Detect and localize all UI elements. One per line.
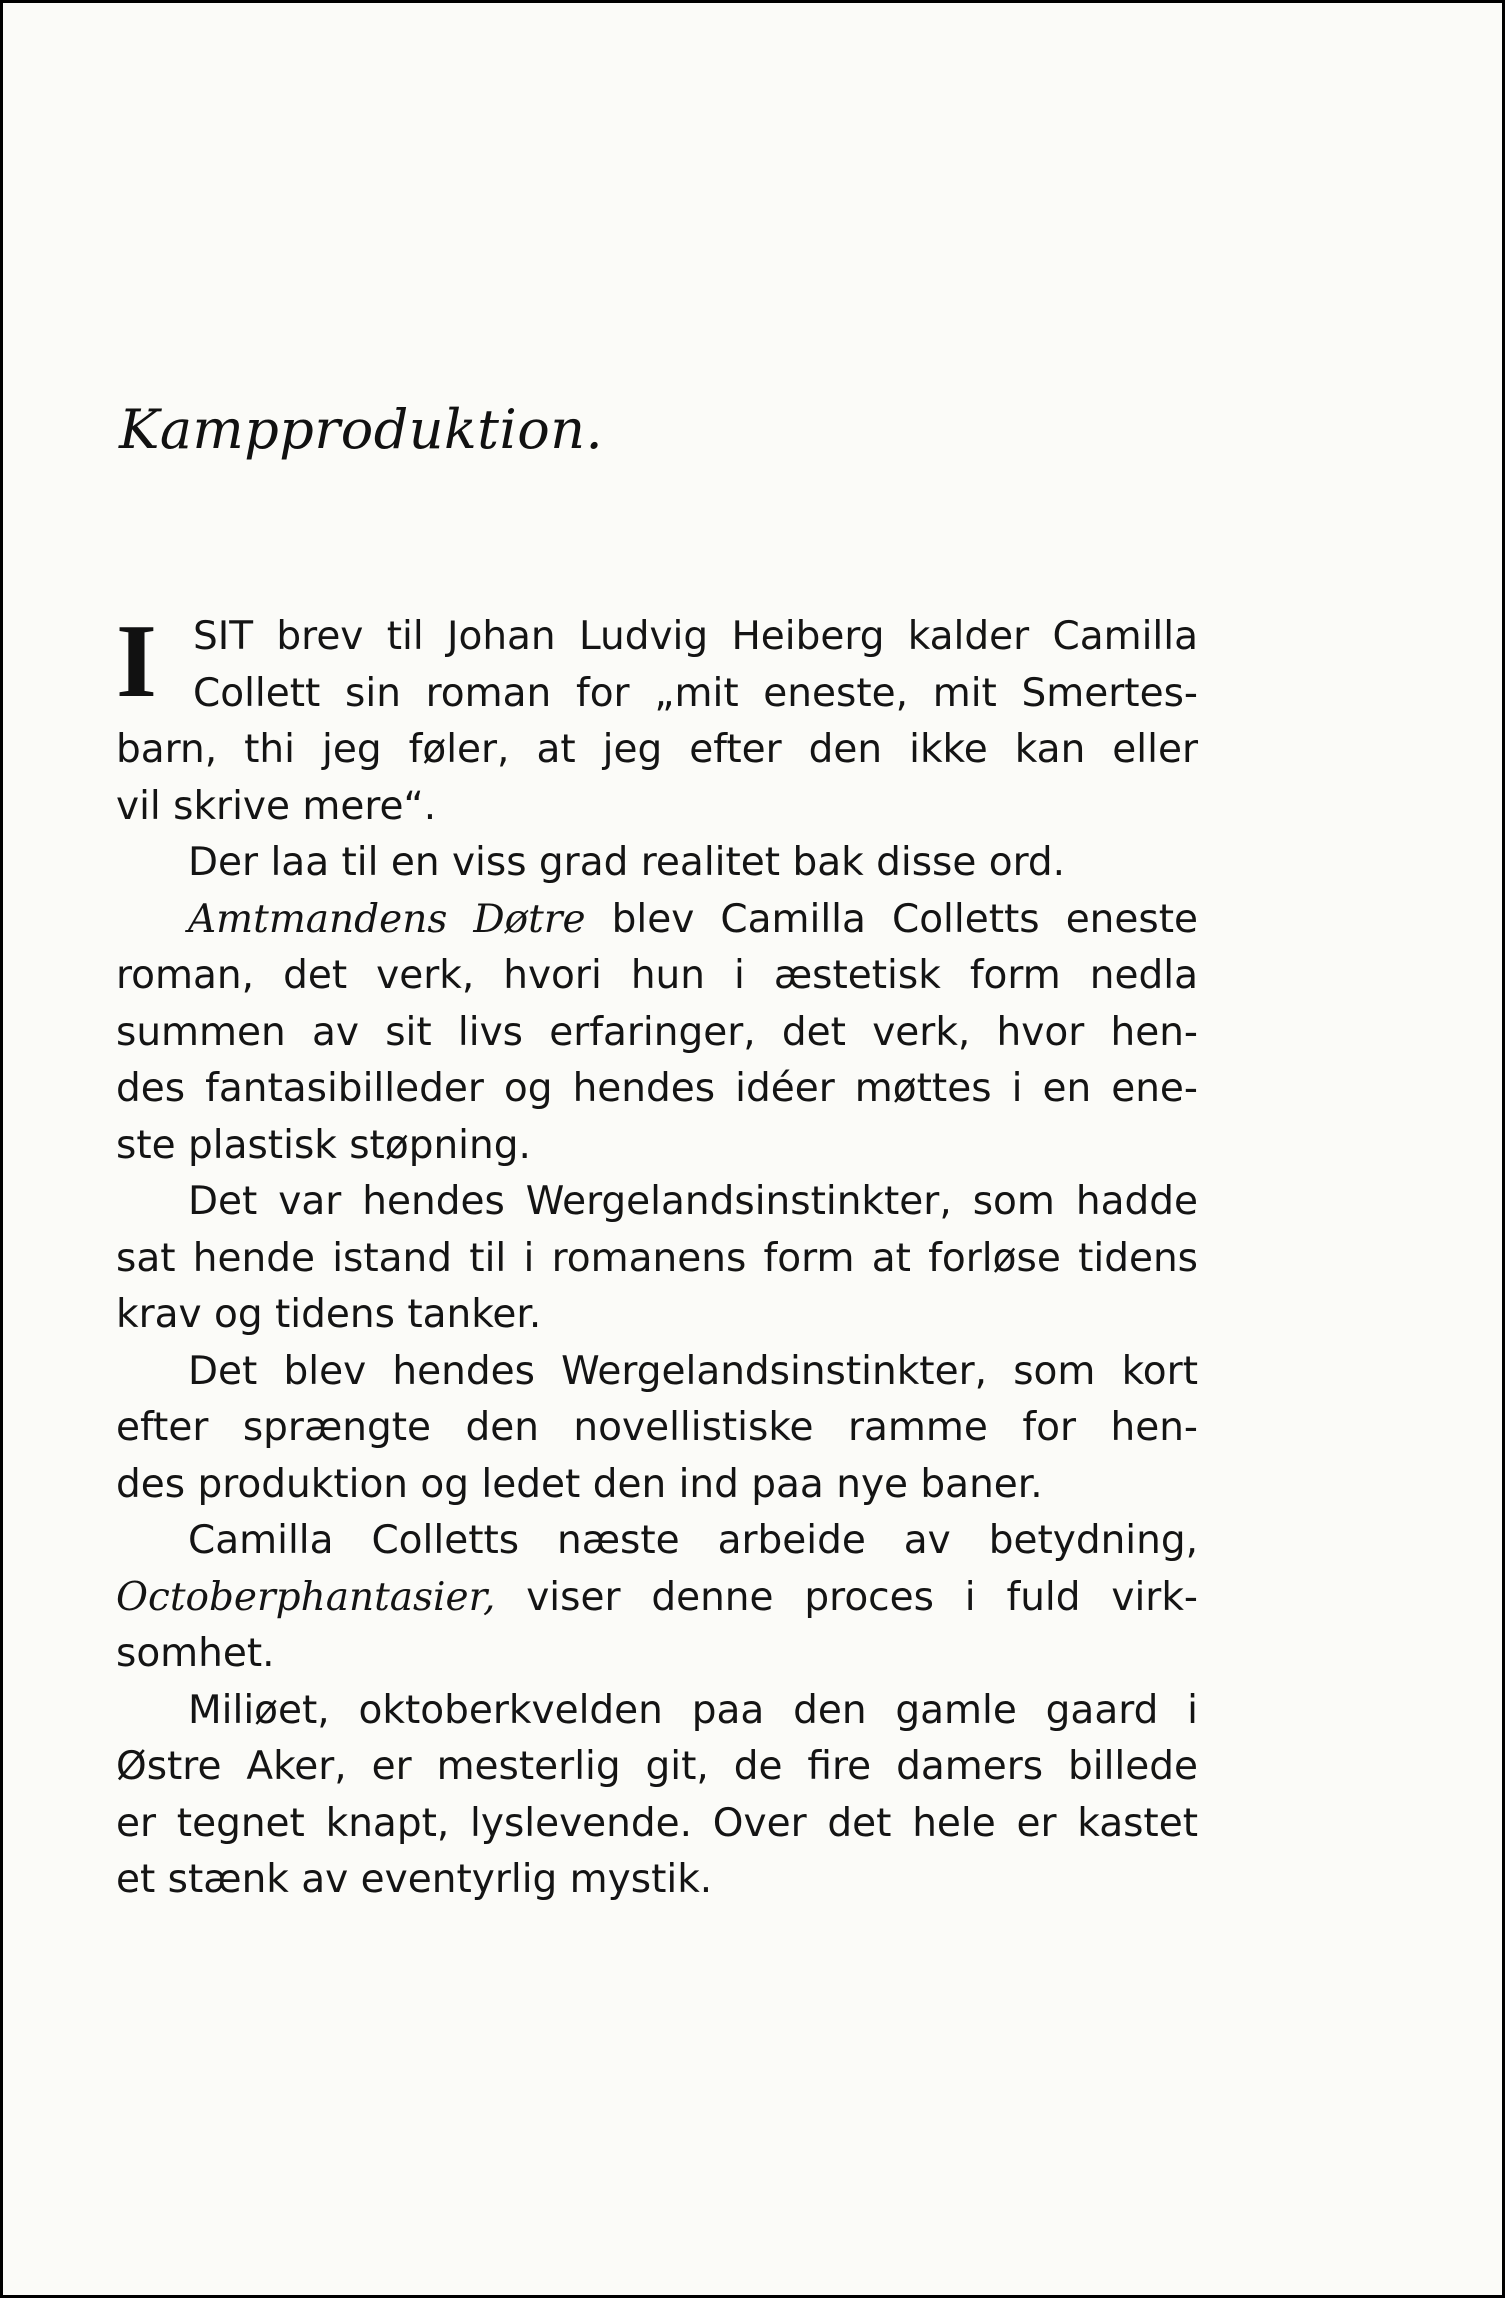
line-text: ste plastisk støpning. [116, 1122, 531, 1168]
line-text: Camilla Colletts næste arbeide av betydning, [188, 1518, 1198, 1563]
text-line [116, 835, 1198, 892]
line-text: Der laa til en viss grad realitet bak disse ord. [188, 840, 1066, 885]
text-line [116, 1005, 1198, 1062]
text-line [116, 722, 1198, 779]
text-line [116, 1513, 1198, 1570]
line-text: Østre Aker, er mesterlig git, de fire damers billede [116, 1744, 1198, 1789]
text-line [116, 892, 1198, 949]
drop-cap: I [116, 602, 157, 719]
chapter-heading: Kampproduktion. [119, 398, 604, 461]
line-text: roman, det verk, hvori hun i æstetisk form nedla [116, 953, 1198, 998]
text-line [116, 1570, 1198, 1627]
line-text: blev Camilla Colletts eneste [585, 896, 1198, 942]
line-text: Miliøet, oktoberkvelden paa den gamle gaard i [188, 1687, 1198, 1733]
italic-title: Amtmandens Døtre [188, 896, 586, 942]
line-text: er tegnet knapt, lyslevende. Over det hele er kastet [116, 1800, 1198, 1846]
text-line [116, 1457, 1198, 1514]
text-line [116, 1852, 1198, 1909]
text-line [116, 1739, 1198, 1796]
line-text: barn, thi jeg føler, at jeg efter den ikke kan eller [116, 727, 1198, 772]
line-text: summen av sit livs erfaringer, det verk, hvor hen- [116, 1009, 1198, 1055]
text-line [116, 1344, 1198, 1401]
text-line [116, 1118, 1198, 1175]
line-text: somhet. [116, 1631, 275, 1676]
text-line [116, 1231, 1198, 1288]
book-page [3, 3, 1502, 2295]
line-text: krav og tidens tanker. [116, 1292, 542, 1337]
text-line [116, 1174, 1198, 1231]
text-line [116, 779, 1198, 836]
line-text: sat hende istand til i romanens form at forløse tidens [116, 1235, 1198, 1281]
line-text: des fantasibilleder og hendes idéer møttes i en ene- [116, 1066, 1198, 1111]
text-line [116, 1626, 1198, 1683]
line-text: Det blev hendes Wergelandsinstinkter, som kort [188, 1348, 1198, 1394]
text-line [116, 1796, 1198, 1853]
line-text: des produktion og ledet den ind paa nye baner. [116, 1461, 1043, 1507]
text-line [116, 609, 1198, 666]
text-line [116, 1683, 1198, 1740]
text-line [116, 1287, 1198, 1344]
text-line [116, 948, 1198, 1005]
line-text: et stænk av eventyrlig mystik. [116, 1857, 713, 1902]
text-line [116, 666, 1198, 723]
text-line [116, 1400, 1198, 1457]
body-text [116, 602, 1198, 1909]
line-text: efter sprængte den novellistiske ramme for hen- [116, 1405, 1198, 1450]
line-text: SIT brev til Johan Ludvig Heiberg kalder Camilla [193, 614, 1198, 659]
line-text: Collett sin roman for „mit eneste, mit Smertes- [193, 670, 1198, 716]
line-text: vil skrive mere“. [116, 783, 437, 829]
line-text: viser denne proces i fuld virk- [495, 1574, 1198, 1620]
line-text: Det var hendes Wergelandsinstinkter, som hadde [188, 1179, 1198, 1224]
italic-title: Octoberphantasier, [116, 1574, 496, 1620]
text-line [116, 1061, 1198, 1118]
